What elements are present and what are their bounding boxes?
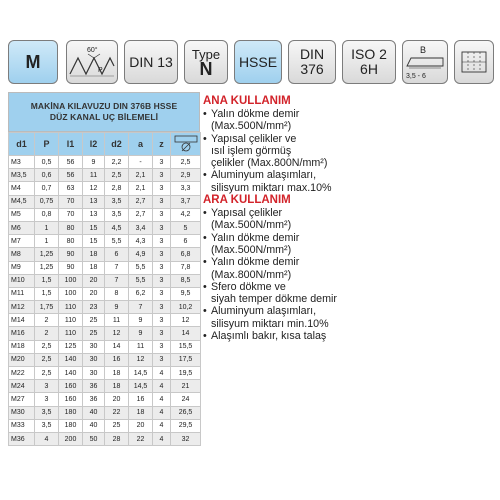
table-row: [9, 221, 201, 234]
table-row: [9, 195, 201, 208]
table-cell: 3: [35, 380, 59, 393]
table-cell: 80: [59, 235, 83, 248]
metric-label: M: [25, 51, 41, 72]
table-cell: 9: [105, 301, 129, 314]
table-cell: 3,5: [35, 419, 59, 432]
usage-item: silisyum miktarı max.10%: [211, 181, 332, 194]
table-cell: 21: [171, 380, 201, 393]
table-cell: 56: [59, 156, 83, 169]
table-row: [9, 287, 201, 300]
table-body: [9, 156, 201, 446]
table-cell: 3,5: [105, 208, 129, 221]
table-cell: 5,5: [129, 261, 153, 274]
table-cell: 13: [83, 208, 105, 221]
table-cell: 1,25: [35, 248, 59, 261]
table-cell: 110: [59, 314, 83, 327]
hsse-label: HSSE: [238, 53, 278, 70]
table-cell: 90: [59, 261, 83, 274]
table-cell: 4: [35, 432, 59, 445]
table-cell: M30: [9, 406, 35, 419]
table-cell: 11: [129, 340, 153, 353]
table-cell: 7: [129, 301, 153, 314]
table-cell: 4,3: [129, 235, 153, 248]
table-cell: M8: [9, 248, 35, 261]
table-cell: 4: [153, 432, 171, 445]
usage-item: • Aluminyum alaşımları,: [203, 305, 493, 317]
table-cell: 6,2: [129, 287, 153, 300]
usage-info: [203, 95, 493, 342]
table-cell: 3: [153, 327, 171, 340]
table-cell: 125: [59, 340, 83, 353]
usage-item: silisyum miktarı min.10%: [211, 317, 329, 330]
table-cell: 18: [105, 367, 129, 380]
table-cell: M9: [9, 261, 35, 274]
usage-item: • Yalın dökme demir: [203, 232, 493, 244]
table-row: [9, 156, 201, 169]
table-cell: M12: [9, 301, 35, 314]
drill-diameter-icon: [173, 134, 199, 152]
table-cell: 7: [105, 261, 129, 274]
table-cell: 2: [35, 314, 59, 327]
table-cell: 3,3: [171, 182, 201, 195]
usage-item: çelikler (Max.800N/mm²): [211, 157, 328, 170]
table-row: [9, 393, 201, 406]
table-cell: M27: [9, 393, 35, 406]
tap-dimension-table: [8, 92, 200, 446]
column-header: d2: [105, 133, 129, 156]
table-cell: 110: [59, 327, 83, 340]
table-cell: 90: [59, 248, 83, 261]
type-value: N: [199, 59, 213, 79]
table-cell: 1,5: [35, 287, 59, 300]
table-cell: 15,5: [171, 340, 201, 353]
table-cell: 9: [129, 327, 153, 340]
din13-badge: [124, 40, 178, 84]
type-label: Type: [191, 47, 221, 62]
table-cell: 2,5: [171, 156, 201, 169]
thread-end-icon: [456, 44, 492, 80]
table-row: [9, 327, 201, 340]
table-row: [9, 301, 201, 314]
table-cell: 22: [105, 406, 129, 419]
table-cell: 3,5: [35, 406, 59, 419]
table-cell: 2,5: [35, 367, 59, 380]
table-cell: 6: [171, 235, 201, 248]
table-cell: 2,7: [129, 195, 153, 208]
table-cell: 2,9: [171, 169, 201, 182]
table-cell: 19,5: [171, 367, 201, 380]
table-cell: 18: [105, 380, 129, 393]
table-cell: 2,7: [129, 208, 153, 221]
table-cell: 25: [83, 327, 105, 340]
table-cell: 20: [83, 287, 105, 300]
table-row: [9, 353, 201, 366]
thread-pitch-label: P: [98, 67, 103, 74]
table-cell: 4: [153, 419, 171, 432]
table-cell: 0,6: [35, 169, 59, 182]
table-cell: 14: [105, 340, 129, 353]
table-cell: 4,9: [129, 248, 153, 261]
table-cell: 4,5: [105, 221, 129, 234]
table-cell: M5: [9, 208, 35, 221]
chamfer-range-label: 3,5 - 6: [406, 73, 426, 80]
table-cell: 12: [129, 353, 153, 366]
table-row: [9, 432, 201, 445]
table-cell: 15: [83, 235, 105, 248]
table-cell: 8: [105, 287, 129, 300]
table-cell: 1,5: [35, 274, 59, 287]
usage-item: siyah temper dökme demir: [211, 293, 337, 306]
chamfer-form-icon: [403, 42, 447, 82]
table-cell: 9: [129, 314, 153, 327]
usage-item: • Sfero dökme ve: [203, 281, 493, 293]
table-cell: 0,5: [35, 156, 59, 169]
usage-item: (Max.500N/mm²): [211, 243, 292, 256]
table-row: [9, 261, 201, 274]
table-cell: M7: [9, 235, 35, 248]
table-cell: 6: [105, 248, 129, 261]
table-cell: 50: [83, 432, 105, 445]
table-cell: 2,2: [105, 156, 129, 169]
table-cell: 25: [83, 314, 105, 327]
table-cell: 3: [153, 314, 171, 327]
usage-item: • Yapısal çelikler ve: [203, 133, 493, 145]
table-cell: 2,5: [35, 340, 59, 353]
table-cell: 3: [153, 221, 171, 234]
table-row: [9, 208, 201, 221]
table-cell: M10: [9, 274, 35, 287]
din376-label: DIN 376: [299, 46, 325, 77]
table-cell: 7: [105, 274, 129, 287]
table-cell: 18: [129, 406, 153, 419]
table-cell: M24: [9, 380, 35, 393]
chamfer-b-label: B: [420, 45, 427, 55]
primary-usage-list: [203, 108, 493, 194]
table-cell: 2,1: [129, 182, 153, 195]
column-header: z: [153, 133, 171, 156]
header-badges: [8, 40, 494, 84]
table-cell: M33: [9, 419, 35, 432]
table-cell: 1,75: [35, 301, 59, 314]
table-cell: 3,5: [105, 195, 129, 208]
table-cell: 14: [171, 327, 201, 340]
table-cell: 3: [153, 287, 171, 300]
table-cell: 3,7: [171, 195, 201, 208]
table-cell: 40: [83, 406, 105, 419]
table-row: [9, 182, 201, 195]
usage-item: ısıl işlem görmüş: [211, 144, 292, 157]
table-cell: 0,7: [35, 182, 59, 195]
chamfer-badge: [402, 40, 448, 84]
table-cell: 40: [83, 419, 105, 432]
table-cell: 17,5: [171, 353, 201, 366]
table-cell: M4,5: [9, 195, 35, 208]
table-title-line2: DÜZ KANAL UÇ BİLEMELİ: [49, 112, 159, 122]
table-cell: 22: [129, 432, 153, 445]
table-row: [9, 314, 201, 327]
table-cell: 3: [153, 261, 171, 274]
usage-item: • Yalın dökme demir: [203, 256, 493, 268]
table-cell: 1: [35, 235, 59, 248]
table-cell: 25: [105, 419, 129, 432]
table-cell: 14,5: [129, 380, 153, 393]
table-cell: M4: [9, 182, 35, 195]
table-cell: 12: [105, 327, 129, 340]
table-cell: 5,5: [105, 235, 129, 248]
table-cell: 70: [59, 208, 83, 221]
table-cell: 11: [105, 314, 129, 327]
table-cell: 12: [83, 182, 105, 195]
table-cell: 2,5: [105, 169, 129, 182]
table-cell: 3: [153, 169, 171, 182]
table-cell: 14,5: [129, 367, 153, 380]
table-cell: 5,5: [129, 274, 153, 287]
table-cell: 2,8: [105, 182, 129, 195]
table-row: [9, 248, 201, 261]
table-cell: 30: [83, 367, 105, 380]
table-cell: 23: [83, 301, 105, 314]
table-cell: 20: [105, 393, 129, 406]
table-cell: 36: [83, 380, 105, 393]
table-cell: 4: [153, 380, 171, 393]
table-cell: 3: [35, 393, 59, 406]
table-header-row: [9, 133, 201, 156]
table-cell: 26,5: [171, 406, 201, 419]
column-header: P: [35, 133, 59, 156]
table-cell: 6,8: [171, 248, 201, 261]
iso-badge: [342, 40, 396, 84]
table-cell: 7,8: [171, 261, 201, 274]
usage-item: (Max.500N/mm²): [211, 120, 292, 133]
usage-item: (Max.800N/mm²): [211, 268, 292, 281]
table-cell: 4,2: [171, 208, 201, 221]
table-cell: M16: [9, 327, 35, 340]
table-cell: 140: [59, 367, 83, 380]
table-cell: 29,5: [171, 419, 201, 432]
dimension-table: [8, 132, 201, 446]
din376-badge: [288, 40, 336, 84]
table-cell: 80: [59, 221, 83, 234]
table-cell: 0,75: [35, 195, 59, 208]
usage-item: • Yalın dökme demir: [203, 108, 493, 120]
table-cell: 3: [153, 353, 171, 366]
usage-item: • Aluminyum alaşımları,: [203, 169, 493, 181]
table-cell: 140: [59, 353, 83, 366]
table-row: [9, 419, 201, 432]
table-cell: M11: [9, 287, 35, 300]
table-cell: 9,5: [171, 287, 201, 300]
table-cell: 30: [83, 340, 105, 353]
table-cell: 1: [35, 221, 59, 234]
table-cell: 200: [59, 432, 83, 445]
column-header: [171, 133, 201, 156]
table-cell: 1,25: [35, 261, 59, 274]
table-cell: M36: [9, 432, 35, 445]
table-row: [9, 340, 201, 353]
table-cell: 180: [59, 419, 83, 432]
table-cell: M3: [9, 156, 35, 169]
table-cell: M6: [9, 221, 35, 234]
table-cell: 110: [59, 301, 83, 314]
table-cell: 0,8: [35, 208, 59, 221]
column-header: l1: [59, 133, 83, 156]
table-row: [9, 380, 201, 393]
table-cell: M20: [9, 353, 35, 366]
thread-profile-graphic: [68, 42, 116, 82]
table-cell: 70: [59, 195, 83, 208]
table-cell: 3: [153, 182, 171, 195]
table-cell: M22: [9, 367, 35, 380]
table-cell: 3: [153, 248, 171, 261]
table-cell: 3: [153, 340, 171, 353]
table-cell: M3,5: [9, 169, 35, 182]
table-cell: 16: [129, 393, 153, 406]
table-cell: 11: [83, 169, 105, 182]
thread-profile-icon: [66, 40, 118, 84]
table-cell: M18: [9, 340, 35, 353]
table-cell: 13: [83, 195, 105, 208]
usage-item: (Max.500N/mm²): [211, 219, 292, 232]
table-cell: 100: [59, 274, 83, 287]
table-cell: M14: [9, 314, 35, 327]
table-cell: 5: [171, 221, 201, 234]
table-cell: 10,2: [171, 301, 201, 314]
secondary-usage-list: [203, 207, 493, 342]
table-cell: 3: [153, 301, 171, 314]
din13-label: DIN 13: [129, 53, 173, 70]
table-cell: 3: [153, 195, 171, 208]
table-cell: 8,5: [171, 274, 201, 287]
table-cell: 12: [171, 314, 201, 327]
thread-angle-label: 60°: [87, 47, 98, 54]
hsse-badge: [234, 40, 282, 84]
table-cell: 24: [171, 393, 201, 406]
table-cell: 4: [153, 367, 171, 380]
table-cell: 18: [83, 248, 105, 261]
table-cell: 3,4: [129, 221, 153, 234]
table-row: [9, 367, 201, 380]
primary-usage-title: ANA KULLANIM: [203, 95, 291, 107]
table-cell: 3: [153, 235, 171, 248]
table-cell: 18: [83, 261, 105, 274]
table-row: [9, 274, 201, 287]
column-header: d1: [9, 133, 35, 156]
table-cell: 30: [83, 353, 105, 366]
table-cell: 180: [59, 406, 83, 419]
table-title: [8, 92, 200, 132]
iso-label: ISO 2 6H: [351, 46, 387, 77]
table-cell: 2,5: [35, 353, 59, 366]
table-cell: 100: [59, 287, 83, 300]
table-cell: 4: [153, 393, 171, 406]
table-cell: 160: [59, 393, 83, 406]
table-cell: 15: [83, 221, 105, 234]
type-badge: [184, 40, 228, 84]
table-cell: 20: [129, 419, 153, 432]
table-cell: 36: [83, 393, 105, 406]
table-cell: 63: [59, 182, 83, 195]
metric-badge: [8, 40, 58, 84]
table-cell: 3: [153, 208, 171, 221]
table-title-line1: MAKİNA KILAVUZU DIN 376B HSSE: [30, 101, 178, 111]
table-cell: 160: [59, 380, 83, 393]
column-header: l2: [83, 133, 105, 156]
table-cell: 2: [35, 327, 59, 340]
table-row: [9, 406, 201, 419]
table-cell: 28: [105, 432, 129, 445]
thread-end-badge: [454, 40, 494, 84]
table-cell: 2,1: [129, 169, 153, 182]
secondary-usage-title: ARA KULLANIM: [203, 194, 291, 207]
table-cell: 3: [153, 274, 171, 287]
table-row: [9, 169, 201, 182]
table-cell: 4: [153, 406, 171, 419]
table-cell: 56: [59, 169, 83, 182]
table-cell: 32: [171, 432, 201, 445]
table-cell: 16: [105, 353, 129, 366]
table-cell: -: [129, 156, 153, 169]
usage-item: • Yapısal çelikler: [203, 207, 493, 219]
table-cell: 20: [83, 274, 105, 287]
table-cell: 9: [83, 156, 105, 169]
table-row: [9, 235, 201, 248]
table-cell: 3: [153, 156, 171, 169]
usage-item: • Alaşımlı bakır, kısa talaş: [203, 330, 493, 342]
column-header: a: [129, 133, 153, 156]
